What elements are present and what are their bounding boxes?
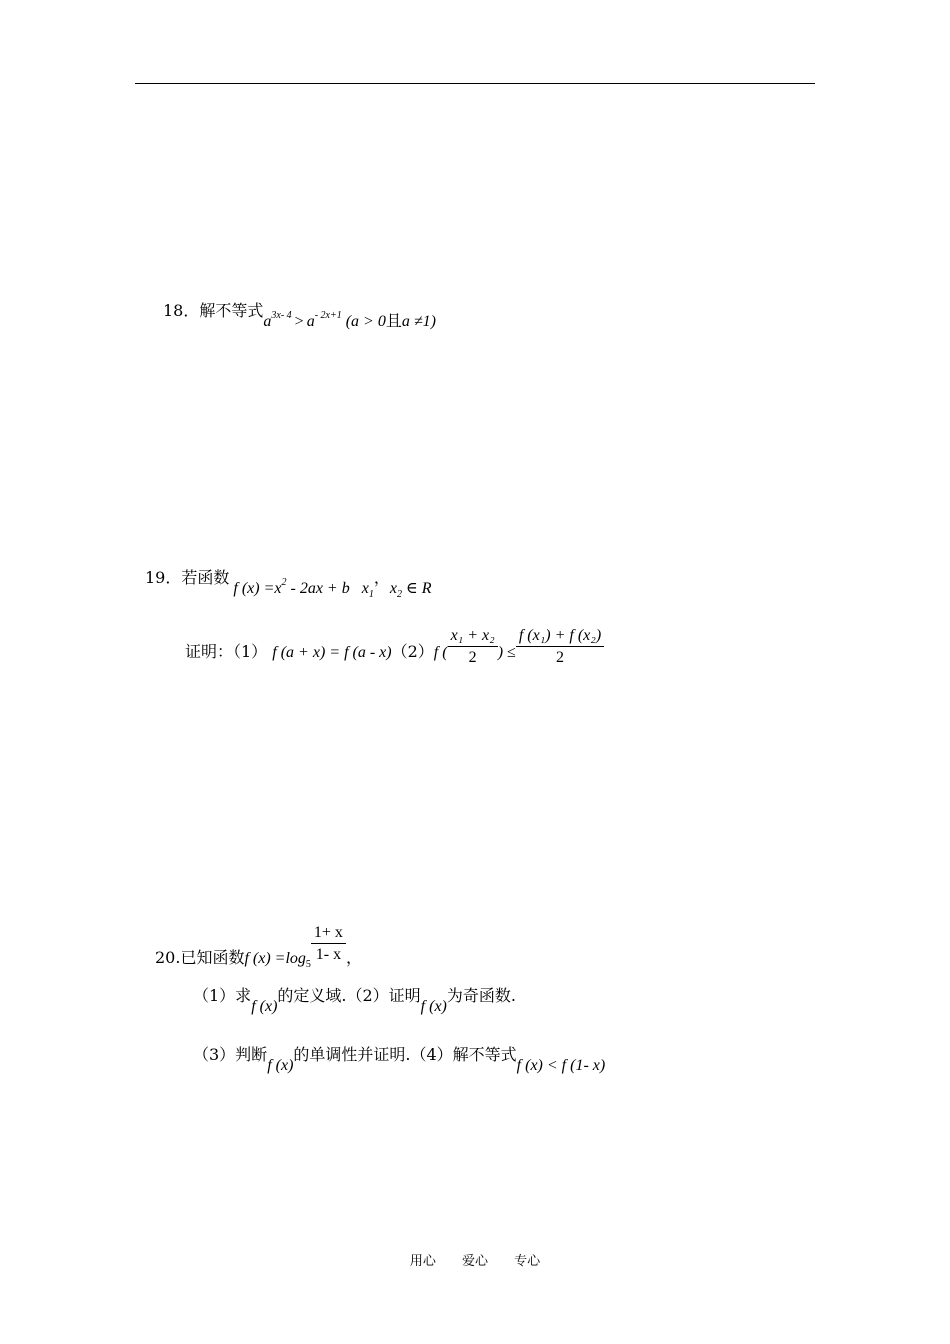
log-argument-fraction: $\frac{1+ x}{1- x}$ [311,925,346,963]
question-2-text: 为奇函数. [446,986,516,1005]
problem-19-label: 19．若函数 [145,568,230,587]
problem-20-label: 20.已知函数 [155,947,245,967]
question-1-label: （1）求 [193,986,252,1005]
question-3-label: （3）判断 [193,1045,268,1064]
proof-part2-label: （2） [391,641,434,661]
footer-item: 爱心 [461,1254,488,1269]
proof-claim-2: f ( $\frac{\text{x₁ + x₂}}{2}$ ) ≤ $\frac{\text{f (x₁) + f (x₂)}}{2}$ [434,638,604,655]
proof-label: 证明：（1） [185,641,268,661]
problem-19 [145,568,432,600]
problem-20-function: f $(x) =\log_5$ [244,949,311,970]
average-fraction: $\frac{\text{f (x₁) + f (x₂)}}{2}$ [516,628,604,666]
proof-claim-1: f (a + x) = f (a - x) [272,643,392,661]
problem-18 [163,301,436,330]
problem-18-label: 18．解不等式 [163,301,264,320]
problem-20: 20.已知函数f $(x) =\log_5$ $\frac{1+ x}{1- x}$ ， [155,924,362,970]
problem-20-questions-1-2: （1）求f (x)的定义域.（2）证明f (x)为奇函数. [193,986,516,1015]
problem-19-function: f $(x) =x^2 - 2ax + b$ $x_1$，$x_2$ ∈ R [233,570,432,600]
footer-item: 用心 [409,1254,436,1269]
problem-18-inequality: $a^{3x- 4} > a^{- 2x+1}$ (a > 0且a ≠1) [263,310,436,330]
question-3-text: 的单调性并证明.（4）解不等式 [293,1045,517,1064]
problem-20-questions-3-4: （3）判断f (x)的单调性并证明.（4）解不等式f (x) < f (1- x) [193,1045,606,1074]
question-4-inequality: f (x) < f (1- x) [516,1057,606,1074]
page-footer [0,1250,950,1269]
midpoint-fraction: $\frac{\text{x₁ + x₂}}{2}$ [448,628,498,666]
footer-item: 专心 [514,1254,541,1269]
header-rule [135,83,815,84]
problem-19-proof [185,628,604,666]
question-1-text: 的定义域.（2）证明 [277,986,421,1005]
